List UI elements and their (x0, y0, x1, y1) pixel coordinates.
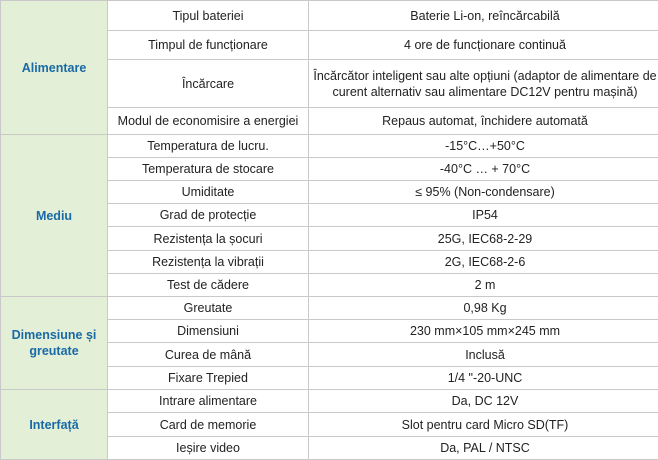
spec-label: Umiditate (108, 181, 309, 204)
spec-value: 1/4 "-20-UNC (309, 367, 658, 390)
spec-value: Da, DC 12V (309, 390, 658, 413)
spec-label: Temperatura de stocare (108, 158, 309, 181)
spec-value: 230 mm×105 mm×245 mm (309, 320, 658, 343)
table-row (1, 135, 658, 158)
spec-label: Tipul bateriei (108, 1, 309, 31)
spec-label: Încărcare (108, 60, 309, 108)
spec-label: Test de cădere (108, 274, 309, 297)
spec-value: -15°C…+50°C (309, 135, 658, 158)
spec-value: IP54 (309, 204, 658, 227)
spec-label: Rezistența la vibrații (108, 251, 309, 274)
spec-value: Baterie Li-on, reîncărcabilă (309, 1, 658, 31)
spec-value: 0,98 Kg (309, 297, 658, 320)
spec-value: 4 ore de funcționare continuă (309, 31, 658, 60)
group-header-interfata: Interfață (1, 390, 108, 460)
spec-value: Da, PAL / NTSC (309, 437, 658, 460)
spec-label: Modul de economisire a energiei (108, 108, 309, 135)
spec-value: 2 m (309, 274, 658, 297)
spec-label: Ieșire video (108, 437, 309, 460)
spec-value: ≤ 95% (Non-condensare) (309, 181, 658, 204)
group-header-dimensiune-si-greutate: Dimensiune și greutate (1, 297, 108, 390)
spec-value: -40°C … + 70°C (309, 158, 658, 181)
table-row (1, 1, 658, 31)
spec-label: Curea de mână (108, 343, 309, 367)
group-header-alimentare: Alimentare (1, 1, 108, 135)
spec-label: Timpul de funcționare (108, 31, 309, 60)
spec-value: Repaus automat, închidere automată (309, 108, 658, 135)
spec-label: Temperatura de lucru. (108, 135, 309, 158)
spec-label: Card de memorie (108, 413, 309, 437)
spec-label: Rezistența la șocuri (108, 227, 309, 251)
spec-label: Fixare Trepied (108, 367, 309, 390)
spec-value: 2G, IEC68-2-6 (309, 251, 658, 274)
spec-value: 25G, IEC68-2-29 (309, 227, 658, 251)
spec-value: Încărcător inteligent sau alte opțiuni (adaptor de alimentare de curent alternativ sau alimentare DC12V pentru mașină) (309, 60, 658, 108)
spec-label: Dimensiuni (108, 320, 309, 343)
spec-value: Inclusă (309, 343, 658, 367)
spec-label: Intrare alimentare (108, 390, 309, 413)
spec-label: Greutate (108, 297, 309, 320)
group-header-mediu: Mediu (1, 135, 108, 297)
spec-label: Grad de protecție (108, 204, 309, 227)
table-row (1, 297, 658, 320)
table-row (1, 390, 658, 413)
spec-value: Slot pentru card Micro SD(TF) (309, 413, 658, 437)
